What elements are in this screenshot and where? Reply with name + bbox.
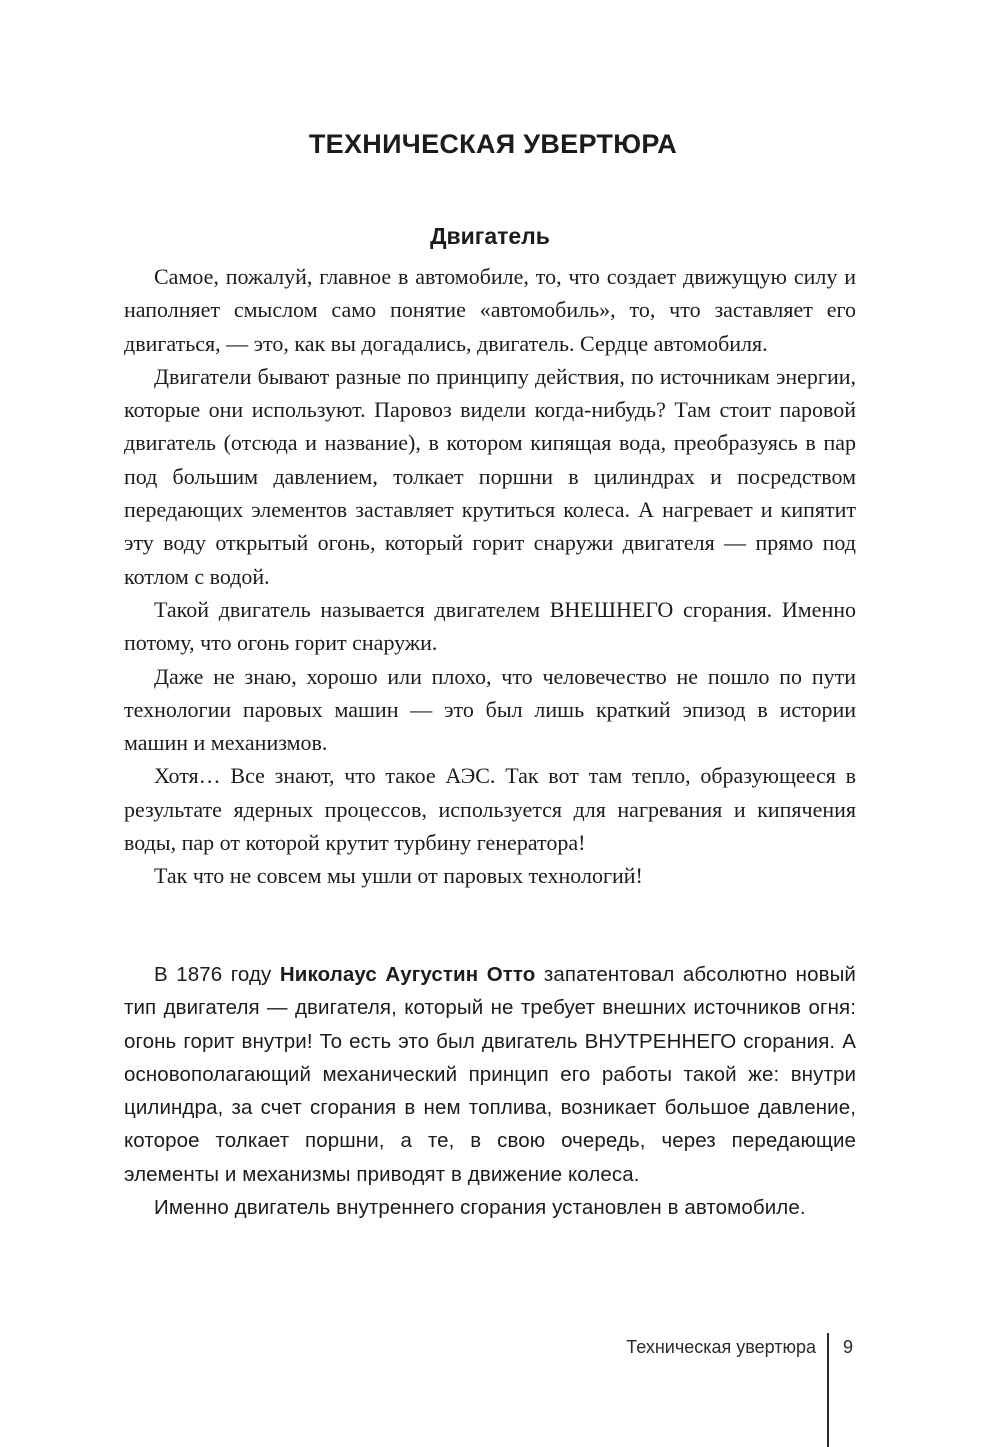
paragraph: Такой двигатель называется двигателем ВНЕШНЕГО сгорания. Именно потому, что огонь горит снаружи. — [124, 596, 856, 656]
running-head: Техническая увертюра — [626, 1337, 816, 1357]
paragraph: Именно двигатель внутреннего сгорания установлен в автомобиле. — [154, 1196, 806, 1220]
body-text-serif — [124, 260, 856, 893]
paragraph: Двигатели бывают разные по принципу действия, по источникам энергии, которые они используют. Паровоз видели когда-нибудь? Там стоит паровой двигатель (отсюда и название), в котором кипящая вода, преобразуясь в пар под большим давлением, толкает поршни в цилиндрах и посредством передающих элементов заставляет крутиться колеса. А нагревает и кипятит эту воду открытый огонь, который горит снаружи двигателя — прямо под котлом с водой. — [124, 363, 856, 589]
paragraph: Даже не знаю, хорошо или плохо, что человечество не пошло по пути технологии паровых машин — это был лишь краткий эпизод в истории машин и механизмов. — [124, 663, 856, 756]
text-segment: запатентовал абсолютно новый тип двигателя — двигателя, который не требует внешних источников огня: огонь горит внутри! То есть это был двигатель ВНУТРЕННЕГО сгорания. А основополагающий механический принцип его работы такой же: внутри цилиндра, за счет сгорания в нем топлива, возникает большое давление, которое толкает поршни, а те, в свою очередь, через передающие элементы и механизмы приводят в движение колеса. — [124, 963, 856, 1186]
page-number: 9 — [843, 1337, 854, 1357]
section-heading: Двигатель — [430, 223, 550, 249]
page-title: ТЕХНИЧЕСКАЯ УВЕРТЮРА — [308, 129, 678, 159]
bold-name: Николаус Аугустин Отто — [279, 963, 536, 986]
text-segment: В 1876 году — [154, 963, 280, 986]
body-text-sans — [124, 958, 856, 1224]
paragraph: Хотя… Все знают, что такое АЭС. Так вот там тепло, образующееся в результате ядерных процессов, используется для нагревания и кипячения воды, пар от которой крутит турбину генератора! — [124, 763, 856, 856]
paragraph: Самое, пожалуй, главное в автомобиле, то, что создает движущую силу и наполняет смыслом само понятие «автомобиль», то, что заставляет его двигаться, — это, как вы догадались, двигатель. Сердце автомобиля. — [124, 264, 856, 356]
footer-divider — [827, 1333, 829, 1447]
paragraph: Так что не совсем мы ушли от паровых технологий! — [154, 863, 643, 889]
paragraph-otto — [124, 958, 856, 1191]
